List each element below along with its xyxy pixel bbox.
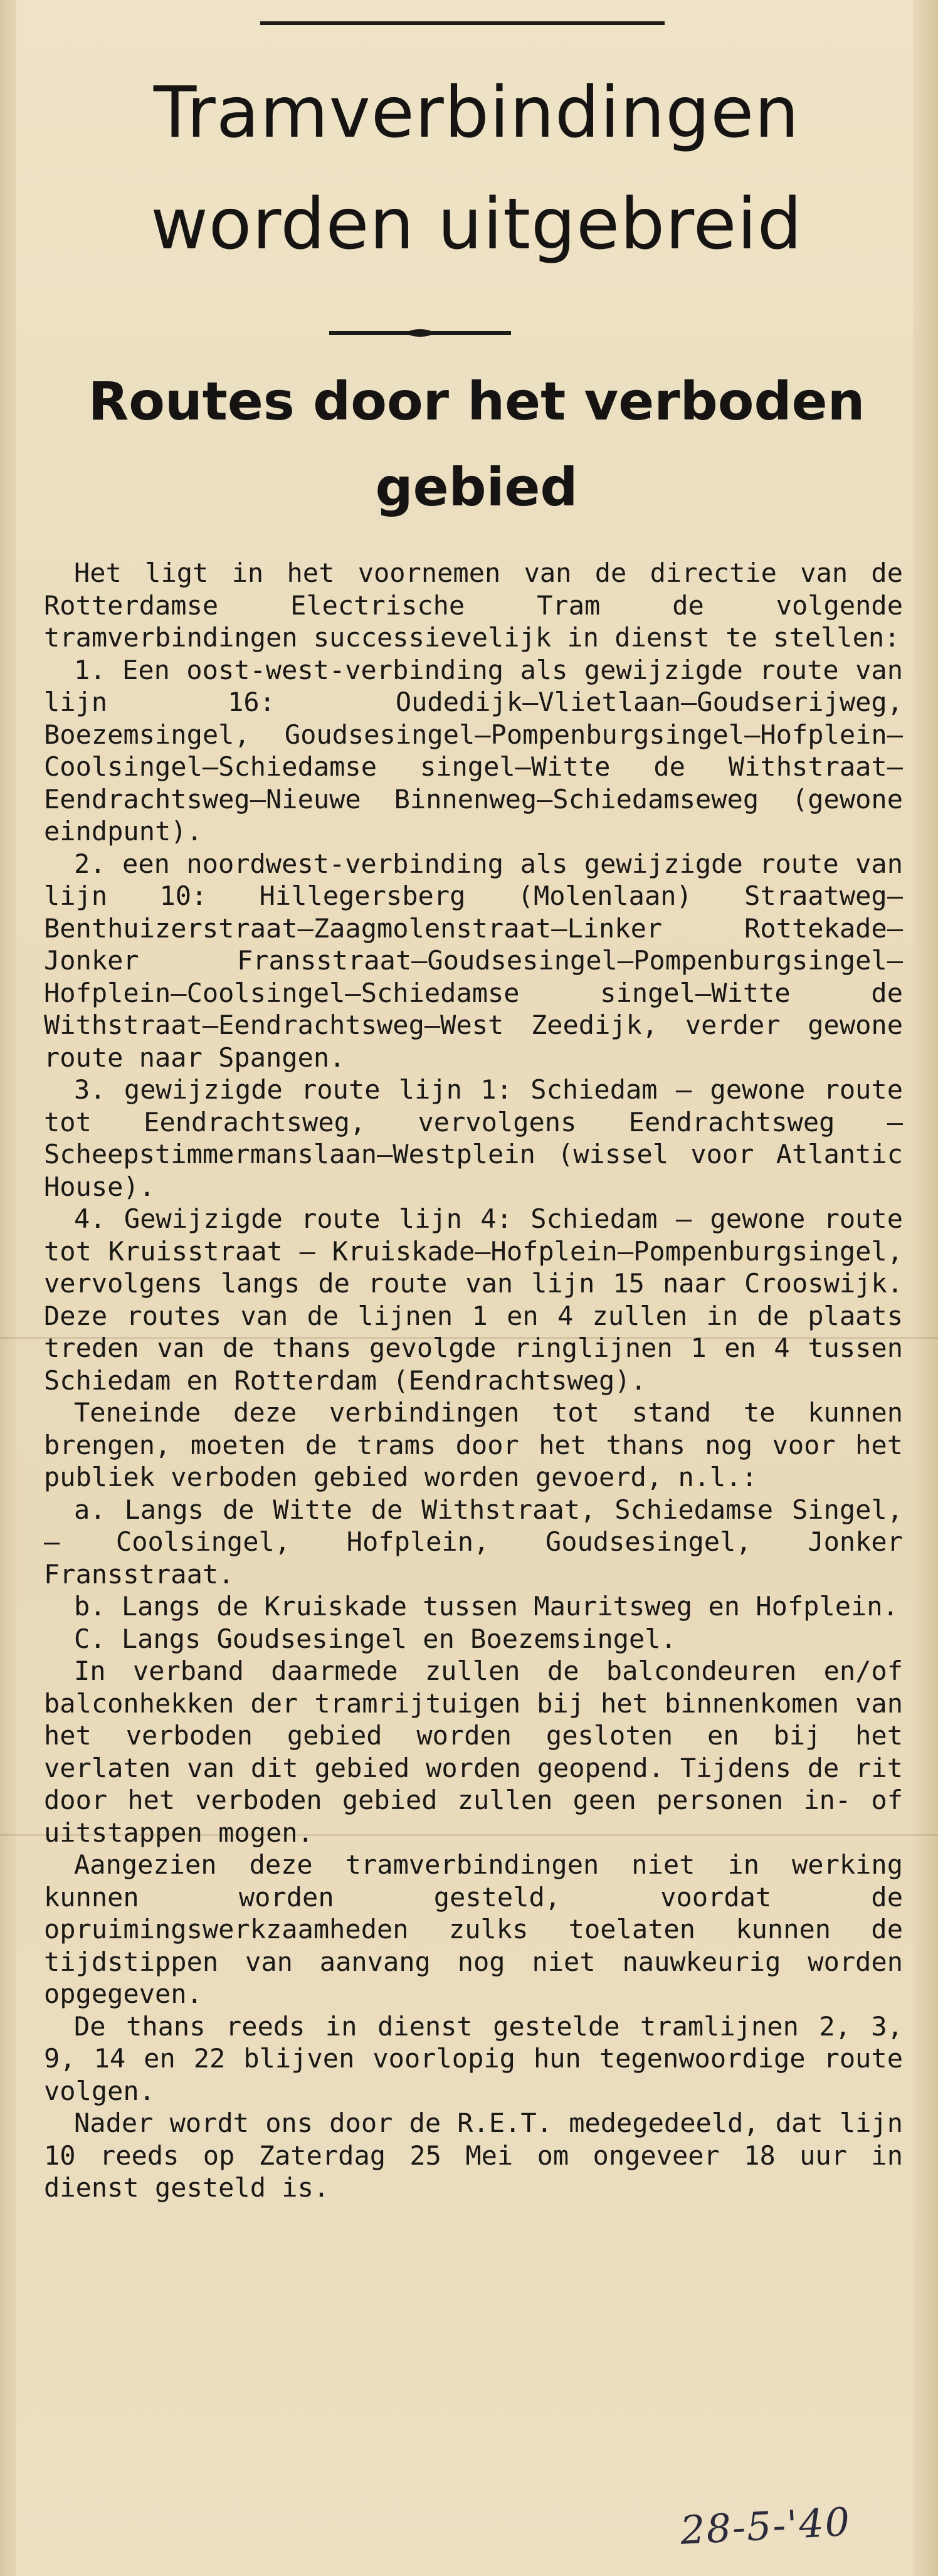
paragraph-route-2: 2. een noordwest-verbinding als gewijzigde route van lijn 10: Hillegersberg (Molenlaan) Straatweg—Benthuizerstraat—Zaagmolenstraat—Linker Rottekade—Jonker Fransstraat—Goudsesingel—Pompenburgsingel—Hofplein—Coolsingel—Schiedamse singel—Witte de Withstraat—Eendrachtsweg—West Zeedijk, verder gewone route naar Spangen. (44, 848, 903, 1073)
paragraph-item-c: C. Langs Goudsesingel en Boezemsingel. (74, 1623, 677, 1654)
paragraph-route-4: 4. Gewijzigde route lijn 4: Schiedam — gewone route tot Kruisstraat — Kruiskade—Hofplein—Pompenburgsingel, vervolgens langs de route van lijn 15 naar Crooswijk. Deze routes van de lijnen 1 en 4 zullen in de plaats treden van de thans gevolgde ringlijnen 1 en 4 tussen Schiedam en Rotterdam (Eendrachtsweg). (44, 1203, 903, 1396)
handwritten-date: 28-5-'40 (679, 2498, 852, 2553)
paper-edge-right (913, 0, 938, 2576)
paragraph-balcony-doors: In verband daarmede zullen de balcondeuren en/of balconhekken der tramrijtuigen bij het binnenkomen van het verboden gebied worden gesloten en bij het verlaten van dit gebied worden geopend. Tijdens de rit door het verboden gebied zullen geen personen in- of uitstappen mogen. (44, 1655, 903, 1848)
paragraph-forbidden-area: Teneinde deze verbindingen tot stand te kunnen brengen, moeten de trams door het thans nog voor het publiek verboden gebied worden gevoerd, n.l.: (44, 1397, 903, 1492)
paragraph-timing: Aangezien deze tramverbindingen niet in werking kunnen worden gesteld, voordat de opruimingswerkzaamheden zulks toelaten kunnen de tijdstippen van aanvang nog niet nauwkeurig worden opgegeven. (44, 1849, 903, 2009)
paragraph-route-1: 1. Een oost-west-verbinding als gewijzigde route van lijn 16: Oudedijk—Vlietlaan—Goudserijweg, Boezemsingel, Goudsesingel—Pompenburgsingel—Hofplein—Coolsingel—Schiedamse singel—Witte de Withstraat—Eendrachtsweg—Nieuwe Binnenweg—Schiedamseweg (gewone eindpunt). (44, 654, 903, 847)
paragraph-intro: Het ligt in het voornemen van de directie van de Rotterdamse Electrische Tram de volgende tramverbindingen successievelijk in dienst te stellen: (44, 557, 903, 653)
headline-line-2: worden uitgebreid (150, 184, 803, 265)
paragraph-ret-announcement: Nader wordt ons door de R.E.T. medegedeeld, dat lijn 10 reeds op Zaterdag 25 Mei om ongeveer 18 uur in dienst gesteld is. (44, 2108, 903, 2203)
paragraph-item-b: b. Langs de Kruiskade tussen Mauritsweg en Hofplein. (74, 1591, 898, 1622)
top-rule (260, 21, 665, 25)
paper-edge-left (0, 0, 16, 2576)
subheadline-line-1: Routes door het verboden (88, 371, 865, 432)
paragraph-item-a: a. Langs de Witte de Withstraat, Schiedamse Singel, — Coolsingel, Hofplein, Goudsesingel, Jonker Fransstraat. (44, 1494, 903, 1590)
article-body (44, 557, 903, 2204)
headline-line-1: Tramverbindingen (153, 72, 800, 154)
paragraph-route-3: 3. gewijzigde route lijn 1: Schiedam — gewone route tot Eendrachtsweg, vervolgens Eendrachtsweg —Scheepstimmermanslaan—Westplein (wissel voor Atlantic House). (44, 1074, 903, 1202)
divider-rule (329, 331, 511, 335)
paragraph-current-lines: De thans reeds in dienst gestelde tramlijnen 2, 3, 9, 14 en 22 blijven voorlopig hun tegenwoordige route volgen. (44, 2010, 903, 2106)
subheadline-line-2: gebied (375, 457, 578, 518)
